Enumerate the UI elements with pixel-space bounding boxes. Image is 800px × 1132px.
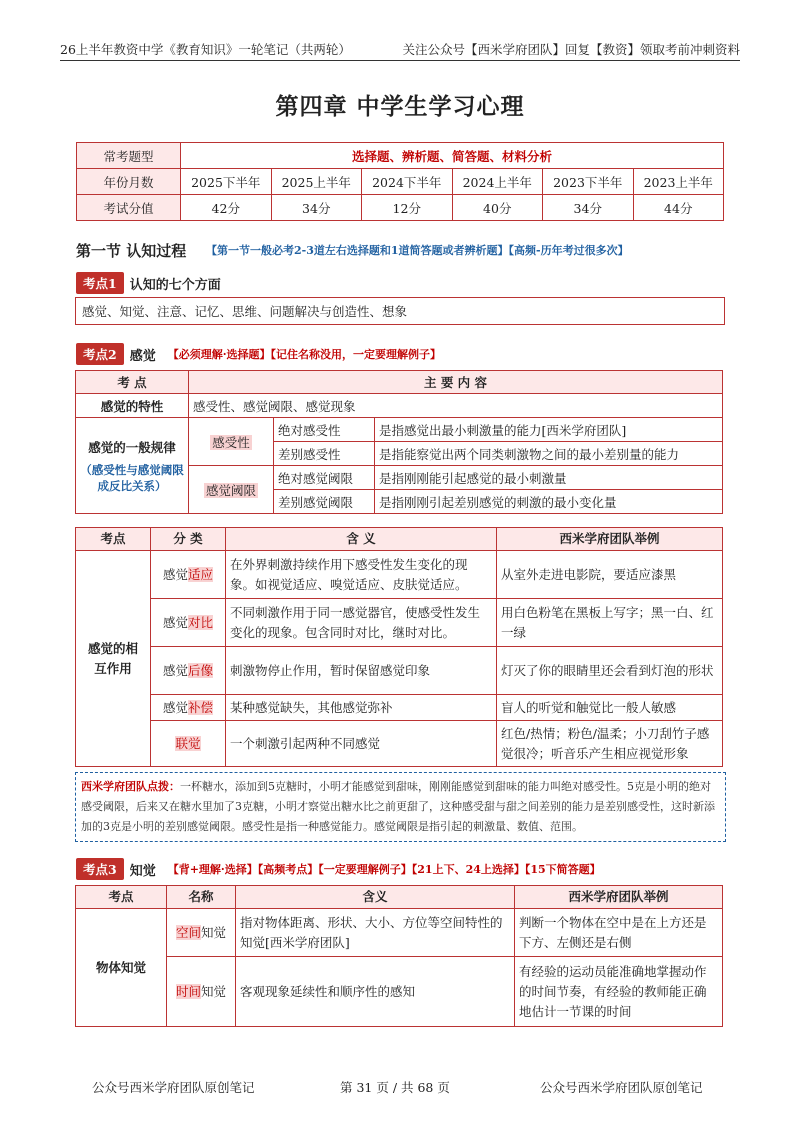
tip-label: 西米学府团队点拨：: [81, 780, 180, 793]
year-cell: 2023下半年: [543, 169, 634, 195]
score-cell: 34分: [543, 195, 634, 221]
category-cell: [151, 695, 226, 721]
footer-left: 公众号西米学府团队原创笔记: [92, 1080, 255, 1095]
exam-types-label: 常考题型: [77, 143, 181, 169]
score-cell: 44分: [633, 195, 724, 221]
kaodian-tag: 考点1: [76, 272, 124, 294]
exam-types-value: 选择题、辨析题、简答题、材料分析: [181, 143, 724, 169]
example-cell: 盲人的听觉和触觉比一般人敏感: [497, 695, 723, 721]
term-name: 差别感受性: [274, 442, 375, 466]
section-note: 【第一节一般必考2-3道左右选择题和1道简答题或者辨析题】【高频-历年考过很多次】: [206, 244, 629, 257]
name-suffix: 知觉: [201, 924, 227, 940]
term-desc: 是指刚刚能引起感觉的最小刺激量: [375, 466, 723, 490]
years-label: 年份月数: [77, 169, 181, 195]
page-header: [60, 38, 740, 61]
score-cell: 40分: [452, 195, 543, 221]
chapter-title: 第四章 中学生学习心理: [275, 93, 525, 120]
term-name: 绝对感觉阈限: [274, 466, 375, 490]
kaodian-tag: 考点3: [76, 858, 124, 880]
cognition-content-box: [75, 297, 725, 325]
group-threshold: [189, 466, 274, 514]
sensation-interaction-table: [75, 527, 723, 767]
col-header: 西米学府团队举例: [515, 886, 723, 909]
col-header: 主 要 内 容: [189, 371, 723, 394]
row-value: 感受性、感觉阈限、感觉现象: [189, 394, 723, 418]
term-desc: 是指感觉出最小刺激量的能力[西米学府团队]: [375, 418, 723, 442]
scores-label: 考试分值: [77, 195, 181, 221]
footer-right: 公众号西米学府团队原创笔记: [540, 1080, 703, 1095]
sensation-law-table: [75, 370, 723, 514]
object-perception-label: 物体知觉: [76, 909, 167, 1027]
example-cell: 从室外走进电影院，要适应漆黑: [497, 551, 723, 599]
col-header: 考点: [76, 886, 167, 909]
term-name: 差别感觉阈限: [274, 490, 375, 514]
category-cell: [151, 551, 226, 599]
name-suffix: 知觉: [201, 983, 227, 999]
col-header: 西米学府团队举例: [497, 528, 723, 551]
category-key: 适应: [188, 566, 214, 582]
category-cell: [151, 599, 226, 647]
header-right: 关注公众号【西米学府团队】回复【教资】领取考前冲刺资料: [402, 42, 740, 57]
term-desc: 是指刚刚引起差别感觉的刺激的最小变化量: [375, 490, 723, 514]
score-cell: 12分: [362, 195, 453, 221]
example-cell: 红色/热情；粉色/温柔；小刀刮竹子感觉很冷；听音乐产生相应视觉形象: [497, 721, 723, 767]
category-key: 补偿: [188, 699, 214, 715]
category-cell: [151, 647, 226, 695]
name-key: 空间: [175, 924, 201, 940]
general-law-subnote: （感受性与感觉阈限成反比关系）: [80, 462, 184, 493]
category-prefix: 感觉: [162, 614, 188, 630]
kaodian-name: 感觉: [129, 348, 156, 364]
exam-info-table: [76, 142, 724, 221]
interaction-group-label: 感觉的相互作用: [76, 551, 151, 767]
example-cell: 用白色粉笔在黑板上写字；黑一白、红一绿: [497, 599, 723, 647]
name-key: 时间: [175, 983, 201, 999]
meaning-cell: 不同刺激作用于同一感觉器官，使感受性发生变化的现象。包含同时对比，继时对比。: [226, 599, 497, 647]
cognition-content: 感觉、知觉、注意、记忆、思维、问题解决与创造性、想象: [82, 304, 408, 319]
col-header: 含 义: [226, 528, 497, 551]
section-title: 第一节 认知过程: [76, 242, 187, 260]
kaodian-name: 认知的七个方面: [129, 277, 221, 293]
perception-table: [75, 885, 723, 1027]
general-law-label: 感觉的一般规律: [88, 439, 176, 455]
col-header: 名称: [167, 886, 236, 909]
year-cell: 2024上半年: [452, 169, 543, 195]
kaodian-note: 【必须理解·选择题】【记住名称没用，一定要理解例子】: [167, 348, 442, 361]
meaning-cell: 指对物体距离、形状、大小、方位等空间特性的知觉[西米学府团队]: [236, 909, 515, 957]
tip-text: 一杯糖水，添加到5克糖时，小明才能感觉到甜味，刚刚能感觉到甜味的能力叫绝对感受性。5克是小明的绝对感受阈限，后来又在糖水里加了3克糖，小明才察觉出糖水比之前更甜了，这种感受甜与甜之间差别的能力是差别感受性，这时新添加的3克是小明的差别感觉阈限。感受性是指一种感觉能力。感觉阈限是指引起的刺激量、数值、范围。: [81, 780, 715, 833]
name-cell: [167, 909, 236, 957]
kaodian-note: 【背+理解·选择】【高频考点】【一定要理解例子】【21上下、24上选择】【15下简答题】: [167, 863, 601, 876]
header-left: 26上半年教资中学《教育知识》一轮笔记（共两轮）: [60, 42, 351, 57]
term-desc: 是指能察觉出两个同类刺激物之间的最小差别量的能力: [375, 442, 723, 466]
category-prefix: 感觉: [162, 699, 188, 715]
group-threshold-label: 感觉阈限: [205, 482, 256, 498]
general-law-cell: [76, 418, 189, 514]
year-cell: 2025上半年: [271, 169, 362, 195]
kaodian-3-heading: [76, 858, 601, 880]
kaodian-name: 知觉: [129, 863, 156, 879]
kaodian-2-heading: [76, 343, 441, 365]
term-name: 绝对感受性: [274, 418, 375, 442]
example-cell: 有经验的运动员能准确地掌握动作的时间节奏，有经验的教师能正确地估计一节课的时间: [515, 957, 723, 1027]
score-cell: 42分: [181, 195, 272, 221]
col-header: 含义: [236, 886, 515, 909]
page-number: 第 31 页 / 共 68 页: [340, 1080, 450, 1095]
meaning-cell: 刺激物停止作用，暂时保留感觉印象: [226, 647, 497, 695]
meaning-cell: 某种感觉缺失，其他感觉弥补: [226, 695, 497, 721]
year-cell: 2025下半年: [181, 169, 272, 195]
kaodian-tag: 考点2: [76, 343, 124, 365]
tip-box: [75, 772, 726, 842]
example-cell: 判断一个物体在空中是在上方还是下方、左侧还是右侧: [515, 909, 723, 957]
name-cell: [167, 957, 236, 1027]
col-header: 考点: [76, 528, 151, 551]
group-sensitivity: [189, 418, 274, 466]
category-key: 对比: [188, 614, 214, 630]
group-sensitivity-label: 感受性: [212, 434, 250, 450]
meaning-cell: 在外界刺激持续作用下感受性发生变化的现象。如视觉适应、嗅觉适应、皮肤觉适应。: [226, 551, 497, 599]
category-cell: [151, 721, 226, 767]
meaning-cell: 一个刺激引起两种不同感觉: [226, 721, 497, 767]
meaning-cell: 客观现象延续性和顺序性的感知: [236, 957, 515, 1027]
category-key: 联觉: [175, 735, 201, 751]
year-cell: 2023上半年: [633, 169, 724, 195]
col-header: 分 类: [151, 528, 226, 551]
category-prefix: 感觉: [162, 662, 188, 678]
kaodian-1-heading: [76, 272, 221, 294]
row-label: 感觉的特性: [76, 394, 189, 418]
year-cell: 2024下半年: [362, 169, 453, 195]
col-header: 考 点: [76, 371, 189, 394]
category-prefix: 感觉: [162, 566, 188, 582]
score-cell: 34分: [271, 195, 362, 221]
category-key: 后像: [188, 662, 214, 678]
example-cell: 灯灭了你的眼睛里还会看到灯泡的形状: [497, 647, 723, 695]
